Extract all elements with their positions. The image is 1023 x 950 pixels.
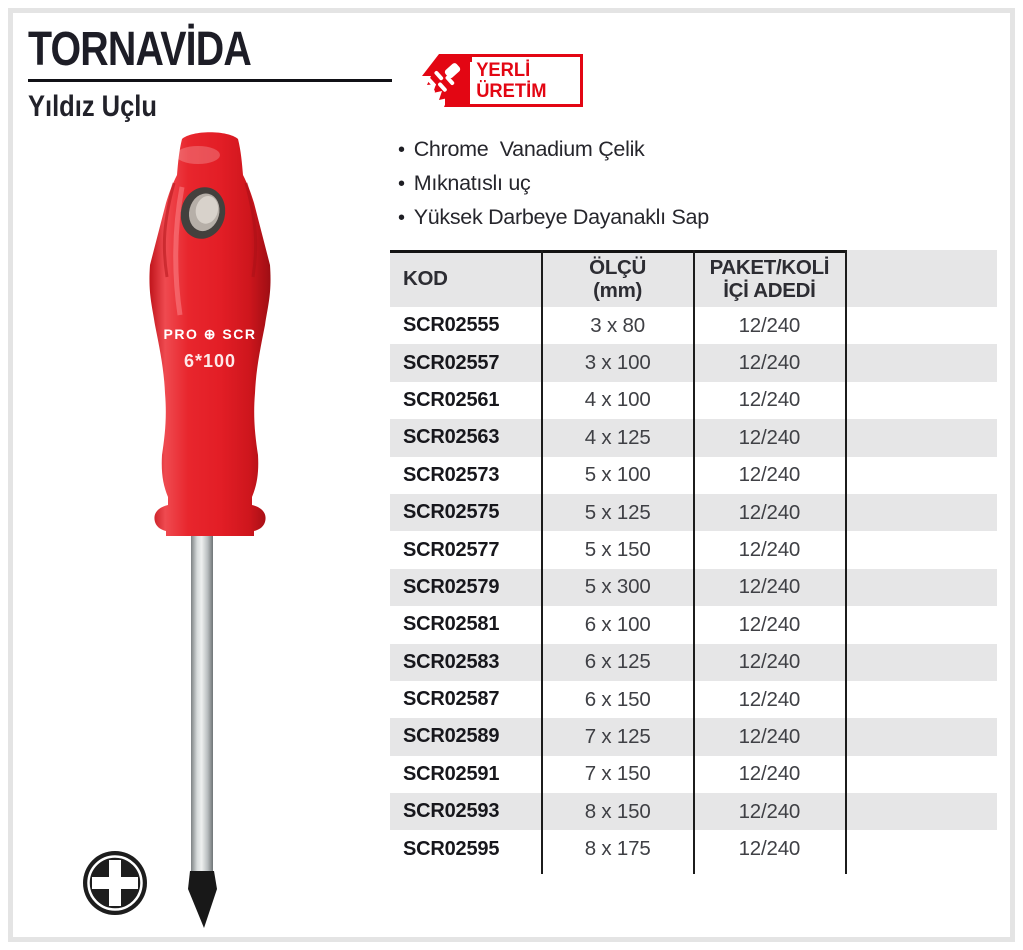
feature-text: Chrome Vanadium Çelik bbox=[413, 137, 645, 161]
cell-empty bbox=[845, 494, 997, 531]
badge-line1: YERLİ bbox=[476, 58, 531, 81]
cell-kod: SCR02595 bbox=[390, 830, 542, 867]
feature-list bbox=[398, 133, 709, 235]
cell-kod: SCR02587 bbox=[390, 681, 542, 718]
feature-text: Yüksek Darbeye Dayanaklı Sap bbox=[413, 205, 709, 229]
cell-adet: 12/240 bbox=[694, 382, 846, 419]
screwdriver-tip bbox=[188, 871, 217, 928]
screwdriver-shaft bbox=[191, 533, 213, 873]
bullet-icon: • bbox=[398, 173, 405, 195]
cell-kod: SCR02591 bbox=[390, 756, 542, 793]
handshake-icon bbox=[408, 52, 472, 110]
cell-empty bbox=[845, 531, 997, 568]
cell-adet: 12/240 bbox=[694, 531, 846, 568]
col-header-text: KOD bbox=[403, 267, 448, 290]
col-header-text: (mm) bbox=[593, 278, 643, 302]
cell-adet: 12/240 bbox=[694, 419, 846, 456]
col-header-empty bbox=[845, 250, 997, 307]
cell-adet: 12/240 bbox=[694, 681, 846, 718]
cell-kod: SCR02583 bbox=[390, 644, 542, 681]
cell-empty bbox=[845, 419, 997, 456]
cell-adet: 12/240 bbox=[694, 756, 846, 793]
cell-olcu: 5 x 300 bbox=[542, 569, 694, 606]
cell-adet: 12/240 bbox=[694, 457, 846, 494]
handle-highlight bbox=[176, 146, 220, 164]
table-divider bbox=[693, 250, 695, 874]
cell-kod: SCR02563 bbox=[390, 419, 542, 456]
product-image-screwdriver bbox=[120, 125, 300, 937]
cell-adet: 12/240 bbox=[694, 606, 846, 643]
cell-olcu: 4 x 100 bbox=[542, 382, 694, 419]
cell-adet: 12/240 bbox=[694, 307, 846, 344]
table-divider bbox=[541, 250, 543, 874]
cell-olcu: 8 x 175 bbox=[542, 830, 694, 867]
cell-kod: SCR02593 bbox=[390, 793, 542, 830]
cell-empty bbox=[845, 644, 997, 681]
cell-kod: SCR02579 bbox=[390, 569, 542, 606]
brand-marking: PRO ⊕ SCR bbox=[163, 326, 257, 342]
title-divider bbox=[28, 79, 392, 82]
cell-olcu: 3 x 80 bbox=[542, 307, 694, 344]
table-divider bbox=[845, 250, 847, 874]
cell-kod: SCR02561 bbox=[390, 382, 542, 419]
cell-empty bbox=[845, 793, 997, 830]
cell-adet: 12/240 bbox=[694, 793, 846, 830]
cell-olcu: 6 x 125 bbox=[542, 644, 694, 681]
cell-adet: 12/240 bbox=[694, 494, 846, 531]
cell-olcu: 6 x 100 bbox=[542, 606, 694, 643]
cell-kod: SCR02581 bbox=[390, 606, 542, 643]
cell-olcu: 7 x 125 bbox=[542, 718, 694, 755]
cell-olcu: 5 x 100 bbox=[542, 457, 694, 494]
cell-kod: SCR02555 bbox=[390, 307, 542, 344]
cell-olcu: 5 x 125 bbox=[542, 494, 694, 531]
cell-empty bbox=[845, 569, 997, 606]
col-header-paket bbox=[694, 250, 846, 307]
table-top-border bbox=[390, 250, 847, 253]
cell-olcu: 8 x 150 bbox=[542, 793, 694, 830]
cell-empty bbox=[845, 681, 997, 718]
cell-empty bbox=[845, 382, 997, 419]
bullet-icon: • bbox=[398, 139, 405, 161]
feature-item bbox=[398, 201, 709, 235]
col-header-kod bbox=[390, 250, 542, 307]
col-header-olcu bbox=[542, 250, 694, 307]
cell-olcu: 3 x 100 bbox=[542, 344, 694, 381]
cell-empty bbox=[845, 457, 997, 494]
phillips-cross-icon bbox=[82, 850, 148, 916]
cell-olcu: 6 x 150 bbox=[542, 681, 694, 718]
col-header-text: PAKET/KOLİ bbox=[709, 255, 830, 279]
cell-adet: 12/240 bbox=[694, 718, 846, 755]
badge-line2: ÜRETİM bbox=[476, 79, 547, 102]
cell-olcu: 4 x 125 bbox=[542, 419, 694, 456]
cell-adet: 12/240 bbox=[694, 344, 846, 381]
col-header-text: İÇİ ADEDİ bbox=[723, 278, 816, 302]
cell-empty bbox=[845, 756, 997, 793]
cell-kod: SCR02557 bbox=[390, 344, 542, 381]
spec-table bbox=[390, 250, 997, 868]
page-subtitle: Yıldız Uçlu bbox=[28, 90, 157, 123]
cell-empty bbox=[845, 606, 997, 643]
feature-item bbox=[398, 133, 709, 167]
cell-adet: 12/240 bbox=[694, 569, 846, 606]
cell-adet: 12/240 bbox=[694, 644, 846, 681]
bullet-icon: • bbox=[398, 207, 405, 229]
cell-kod: SCR02575 bbox=[390, 494, 542, 531]
cell-empty bbox=[845, 344, 997, 381]
cell-olcu: 5 x 150 bbox=[542, 531, 694, 568]
cell-empty bbox=[845, 830, 997, 867]
size-marking: 6*100 bbox=[183, 351, 237, 371]
cell-kod: SCR02577 bbox=[390, 531, 542, 568]
cell-kod: SCR02573 bbox=[390, 457, 542, 494]
page-title: TORNAVİDA bbox=[28, 23, 251, 76]
cell-kod: SCR02589 bbox=[390, 718, 542, 755]
cell-olcu: 7 x 150 bbox=[542, 756, 694, 793]
cell-empty bbox=[845, 307, 997, 344]
feature-text: Mıknatıslı uç bbox=[413, 171, 531, 195]
feature-item bbox=[398, 167, 709, 201]
col-header-text: ÖLÇÜ bbox=[589, 255, 647, 279]
cell-adet: 12/240 bbox=[694, 830, 846, 867]
yerli-uretim-badge bbox=[408, 52, 588, 110]
cell-empty bbox=[845, 718, 997, 755]
